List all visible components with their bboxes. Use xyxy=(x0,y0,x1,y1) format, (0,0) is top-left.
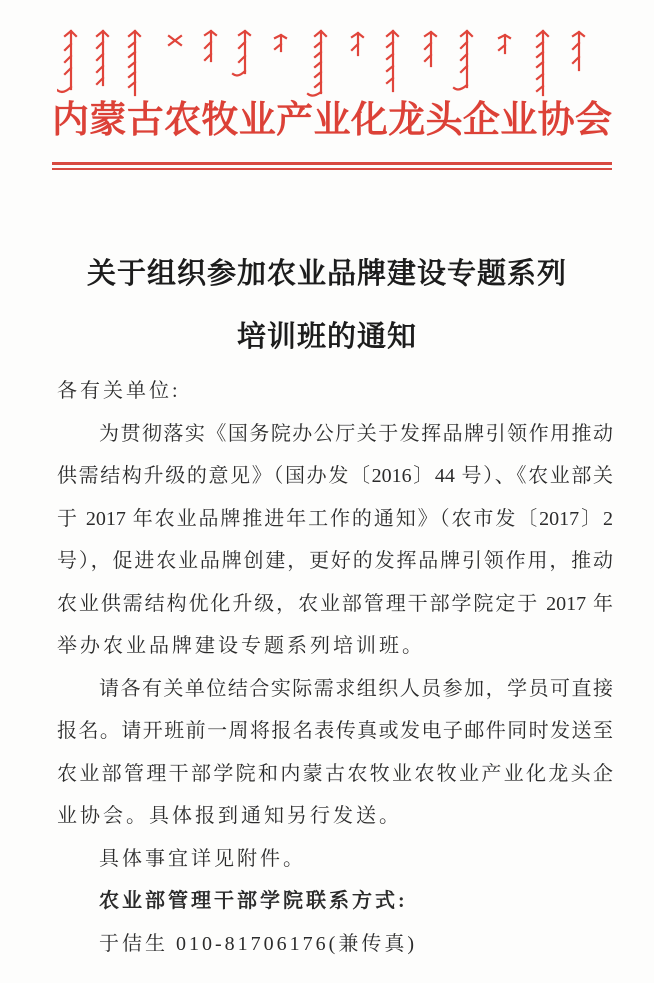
document-body xyxy=(57,370,613,965)
body-line: 农业部管理干部学院和内蒙古农牧业农牧业产业化龙头企 xyxy=(57,762,613,785)
title-line-2: 培训班的通知 xyxy=(236,321,417,353)
body-line-contact-heading: 农业部管理干部学院联系方式: xyxy=(99,890,408,912)
body-line: 为贯彻落实《国务院办公厅关于发挥品牌引领作用推动 xyxy=(99,422,613,445)
body-line: 供需结构升级的意见》（国办发〔2016〕44 号）、《农业部关 xyxy=(57,465,613,487)
mongolian-vertical-script-icon xyxy=(57,28,613,98)
title-line-1: 关于组织参加农业品牌建设专题系列 xyxy=(86,258,567,290)
body-line: 号），促进农业品牌创建，更好的发挥品牌引领作用，推动 xyxy=(57,550,613,572)
body-line: 业协会。具体报到通知另行发送。 xyxy=(57,805,402,827)
document-title xyxy=(0,252,654,359)
body-line: 具体事宜详见附件。 xyxy=(99,847,306,870)
letterhead-double-rule xyxy=(52,162,612,170)
org-name: 内蒙古农牧业产业化龙头企业协会 xyxy=(52,100,612,141)
body-line: 于 2017 年农业品牌推进年工作的通知》（农市发〔2017〕2 xyxy=(57,507,613,530)
body-line-salutation: 各有关单位: xyxy=(57,380,181,402)
body-line: 请各有关单位结合实际需求组织人员参加，学员可直接 xyxy=(99,677,613,700)
body-line-contact-phone: 于佶生 010-81706176(兼传真) xyxy=(99,932,417,955)
body-line: 举办农业品牌建设专题系列培训班。 xyxy=(57,635,425,657)
body-line: 报名。请开班前一周将报名表传真或发电子邮件同时发送至 xyxy=(57,720,613,742)
body-line: 农业供需结构优化升级，农业部管理干部学院定于 2017 年 xyxy=(57,592,613,615)
